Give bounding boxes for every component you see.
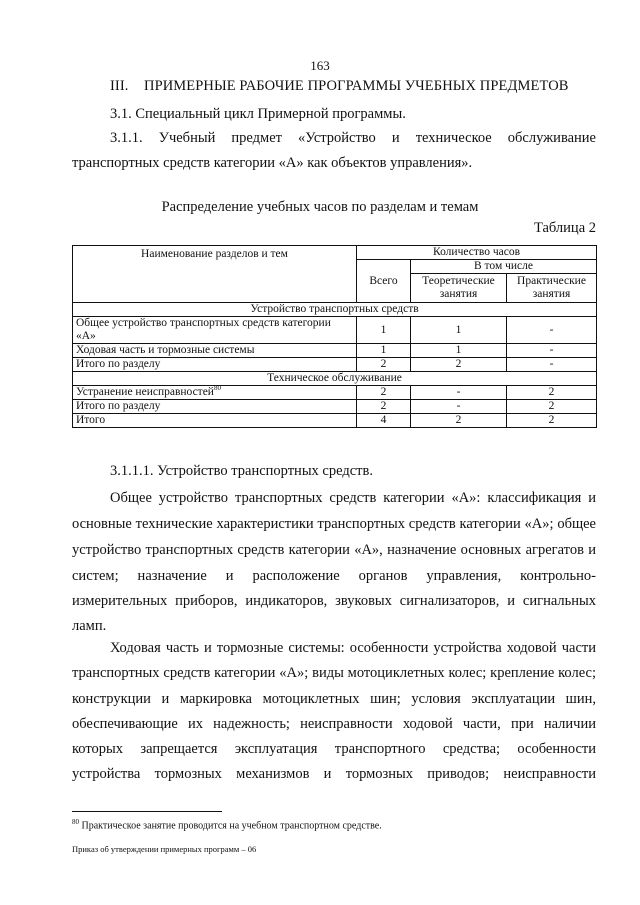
- section-title: Устройство транспортных средств: [73, 303, 597, 317]
- header-practice: Практические занятия: [507, 274, 597, 303]
- chapter-heading: [110, 78, 569, 95]
- row-total: 1: [357, 317, 411, 344]
- subheading: 3.1. Специальный цикл Примерной программы.: [110, 106, 406, 122]
- paragraph-line: основные технические характеристики транспортных средств категории «A»; общее: [72, 516, 596, 532]
- row-theory: -: [411, 386, 507, 400]
- table-row: [73, 400, 597, 414]
- row-total: 4: [357, 414, 411, 428]
- page-number: 163: [310, 58, 330, 73]
- header-total: Всего: [357, 260, 411, 303]
- row-name-text: Устранение неисправностей: [76, 386, 214, 398]
- footnote-number: 80: [72, 818, 79, 826]
- row-practice: 2: [507, 414, 597, 428]
- paragraph-line: устройства тормозных механизмов и тормозных приводов; неисправности: [72, 766, 596, 782]
- row-theory: 2: [411, 358, 507, 372]
- row-practice: -: [507, 358, 597, 372]
- paragraph-line: Общее устройство транспортных средств категории «A»: классификация и: [110, 490, 596, 506]
- table-caption: Распределение учебных часов по разделам и темам: [161, 199, 479, 215]
- row-total: 2: [357, 386, 411, 400]
- row-practice: -: [507, 317, 597, 344]
- paragraph-line: систем; назначение и расположение органов управления, контрольно-: [72, 568, 596, 584]
- paragraph-line: транспортных средств категории «A»; виды мотоциклетных колес; крепление колес;: [72, 665, 596, 681]
- header-including: В том числе: [411, 260, 597, 274]
- section-title: Техническое обслуживание: [73, 372, 597, 386]
- row-name: Итого по разделу: [73, 358, 357, 372]
- paragraph-line: Ходовая часть и тормозные системы: особенности устройства ходовой части: [110, 640, 596, 656]
- header-name-col: Наименование разделов и тем: [73, 246, 357, 303]
- row-name: Ходовая часть и тормозные системы: [73, 344, 357, 358]
- table-row: [73, 386, 597, 400]
- table-row: [73, 317, 597, 344]
- footnote-divider: [72, 811, 222, 812]
- row-total: 2: [357, 358, 411, 372]
- row-theory: -: [411, 400, 507, 414]
- header-quantity: Количество часов: [357, 246, 597, 260]
- paragraph-line: ламп.: [72, 618, 107, 634]
- chapter-numeral: III.: [110, 78, 129, 94]
- row-theory: 2: [411, 414, 507, 428]
- footnote: [72, 818, 382, 831]
- paragraph-line: измерительных приборов, индикаторов, звуковых сигнализаторов, и сигнальных: [72, 593, 596, 609]
- row-theory: 1: [411, 317, 507, 344]
- row-name: Итого по разделу: [73, 400, 357, 414]
- row-total: 1: [357, 344, 411, 358]
- footnote-mark: 80: [213, 384, 221, 393]
- row-practice: -: [507, 344, 597, 358]
- paragraph-line: устройство транспортных средств категории «A», назначение основных агрегатов и: [72, 542, 596, 558]
- table-row: [73, 414, 597, 428]
- row-name: Общее устройство транспортных средств категории «A»: [73, 317, 357, 344]
- chapter-title: ПРИМЕРНЫЕ РАБОЧИЕ ПРОГРАММЫ УЧЕБНЫХ ПРЕДМЕТОВ: [144, 78, 569, 94]
- paragraph-line: обеспечивающие их надежность; неисправности ходовой части, при наличии: [72, 716, 596, 732]
- row-total: 2: [357, 400, 411, 414]
- subject-line-1: 3.1.1. Учебный предмет «Устройство и техническое обслуживание: [110, 130, 596, 146]
- subject-line-2: транспортных средств категории «A» как объектов управления».: [72, 155, 473, 171]
- section-heading: 3.1.1.1. Устройство транспортных средств.: [110, 463, 373, 479]
- table-row: [73, 358, 597, 372]
- table-label: Таблица 2: [533, 220, 596, 236]
- header-theory: Теоретические занятия: [411, 274, 507, 303]
- row-name: Итого: [73, 414, 357, 428]
- table-row: [73, 344, 597, 358]
- page-footer: Приказ об утверждении примерных программ – 06: [72, 844, 257, 854]
- row-name: [73, 386, 357, 400]
- paragraph-line: которых запрещается эксплуатация транспортного средства; особенности: [72, 741, 596, 757]
- row-practice: 2: [507, 386, 597, 400]
- row-practice: 2: [507, 400, 597, 414]
- row-theory: 1: [411, 344, 507, 358]
- paragraph-line: конструкции и маркировка мотоциклетных шин; условия эксплуатации шин,: [72, 691, 596, 707]
- hours-table: [72, 245, 597, 428]
- footnote-text: Практическое занятие проводится на учебном транспортном средстве.: [79, 820, 382, 832]
